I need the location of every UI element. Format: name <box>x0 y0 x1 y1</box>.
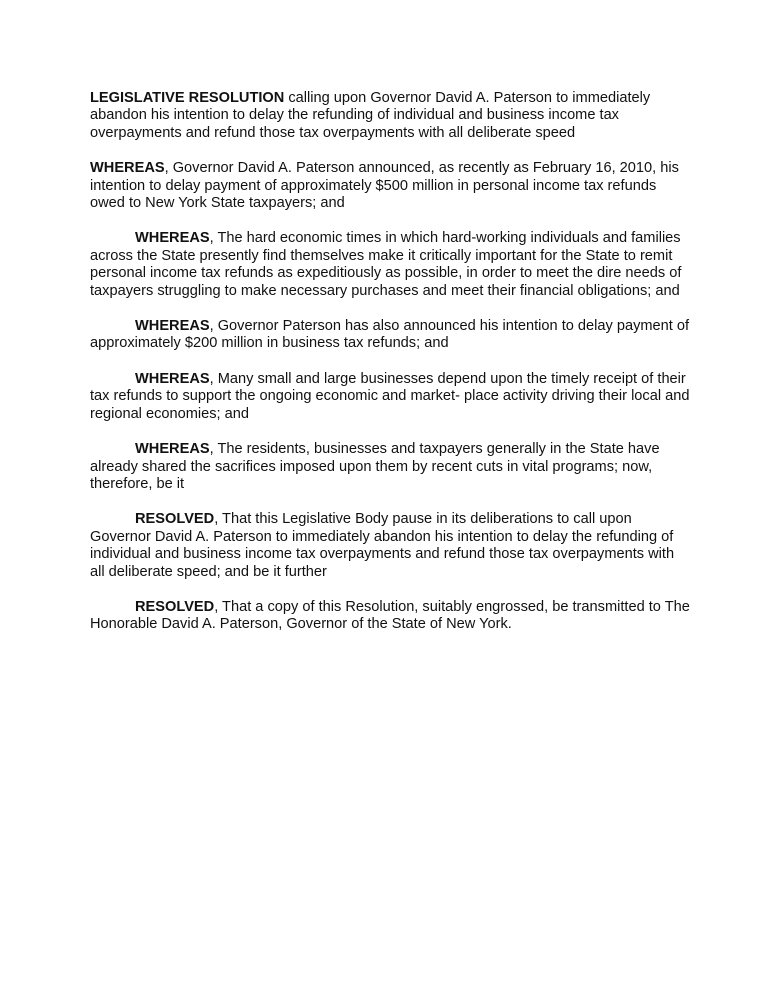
paragraph-text: , The hard economic times in which hard-working individuals and families across the State presently find themselves make it critically important for the State to remit personal income tax refunds as expeditiously as possible, in order to meet the dire needs of taxpayers struggling to make necessary purchases and meet their financial obligations; and <box>90 230 682 299</box>
paragraph-keyword: WHEREAS <box>135 230 210 247</box>
paragraph-text: , The residents, businesses and taxpayers generally in the State have already shared the sacrifices imposed upon them by recent cuts in vital programs; now, therefore, be it <box>90 441 660 492</box>
paragraph-text: , That a copy of this Resolution, suitably engrossed, be transmitted to The Honorable David A. Paterson, Governor of the State of New York. <box>90 598 690 633</box>
resolution-body <box>90 90 690 652</box>
paragraph-text: , Many small and large businesses depend upon the timely receipt of their tax refunds to support the ongoing economic and market- place activity driving their local and regional economies; and <box>90 370 690 422</box>
paragraph-keyword: WHEREAS <box>90 160 165 177</box>
paragraph-text: , Governor Paterson has also announced his intention to delay payment of approximately $200 million in business tax refunds; and <box>90 318 690 352</box>
resolved-paragraph-1 <box>90 511 690 581</box>
whereas-paragraph-4 <box>90 371 690 423</box>
resolution-heading <box>90 90 690 142</box>
whereas-paragraph-2 <box>90 230 690 300</box>
whereas-paragraph-5 <box>90 441 690 493</box>
heading-text: calling upon Governor David A. Paterson to immediately abandon his intention to delay the refunding of individual and business income tax overpayments and refund those tax overpayments with all deliberate speed <box>90 90 651 141</box>
paragraph-keyword: WHEREAS <box>135 318 210 335</box>
paragraph-keyword: RESOLVED <box>135 598 215 615</box>
paragraph-text: , That this Legislative Body pause in its deliberations to call upon Governor David A. Paterson to immediately abandon his intention to delay the refunding of individual and business income tax overpayments and refund those tax overpayments with all deliberate speed; and be it further <box>90 511 675 580</box>
whereas-paragraph-1 <box>90 160 690 212</box>
paragraph-keyword: WHEREAS <box>135 441 210 458</box>
whereas-paragraph-3 <box>90 318 690 353</box>
resolved-paragraph-2 <box>90 599 690 634</box>
paragraph-text: , Governor David A. Paterson announced, as recently as February 16, 2010, his intention to delay payment of approximately $500 million in personal income tax refunds owed to New York State taxpayers; and <box>90 160 679 212</box>
paragraph-keyword: WHEREAS <box>135 370 210 387</box>
paragraph-keyword: RESOLVED <box>135 511 215 528</box>
heading-keyword: LEGISLATIVE RESOLUTION <box>90 90 285 106</box>
